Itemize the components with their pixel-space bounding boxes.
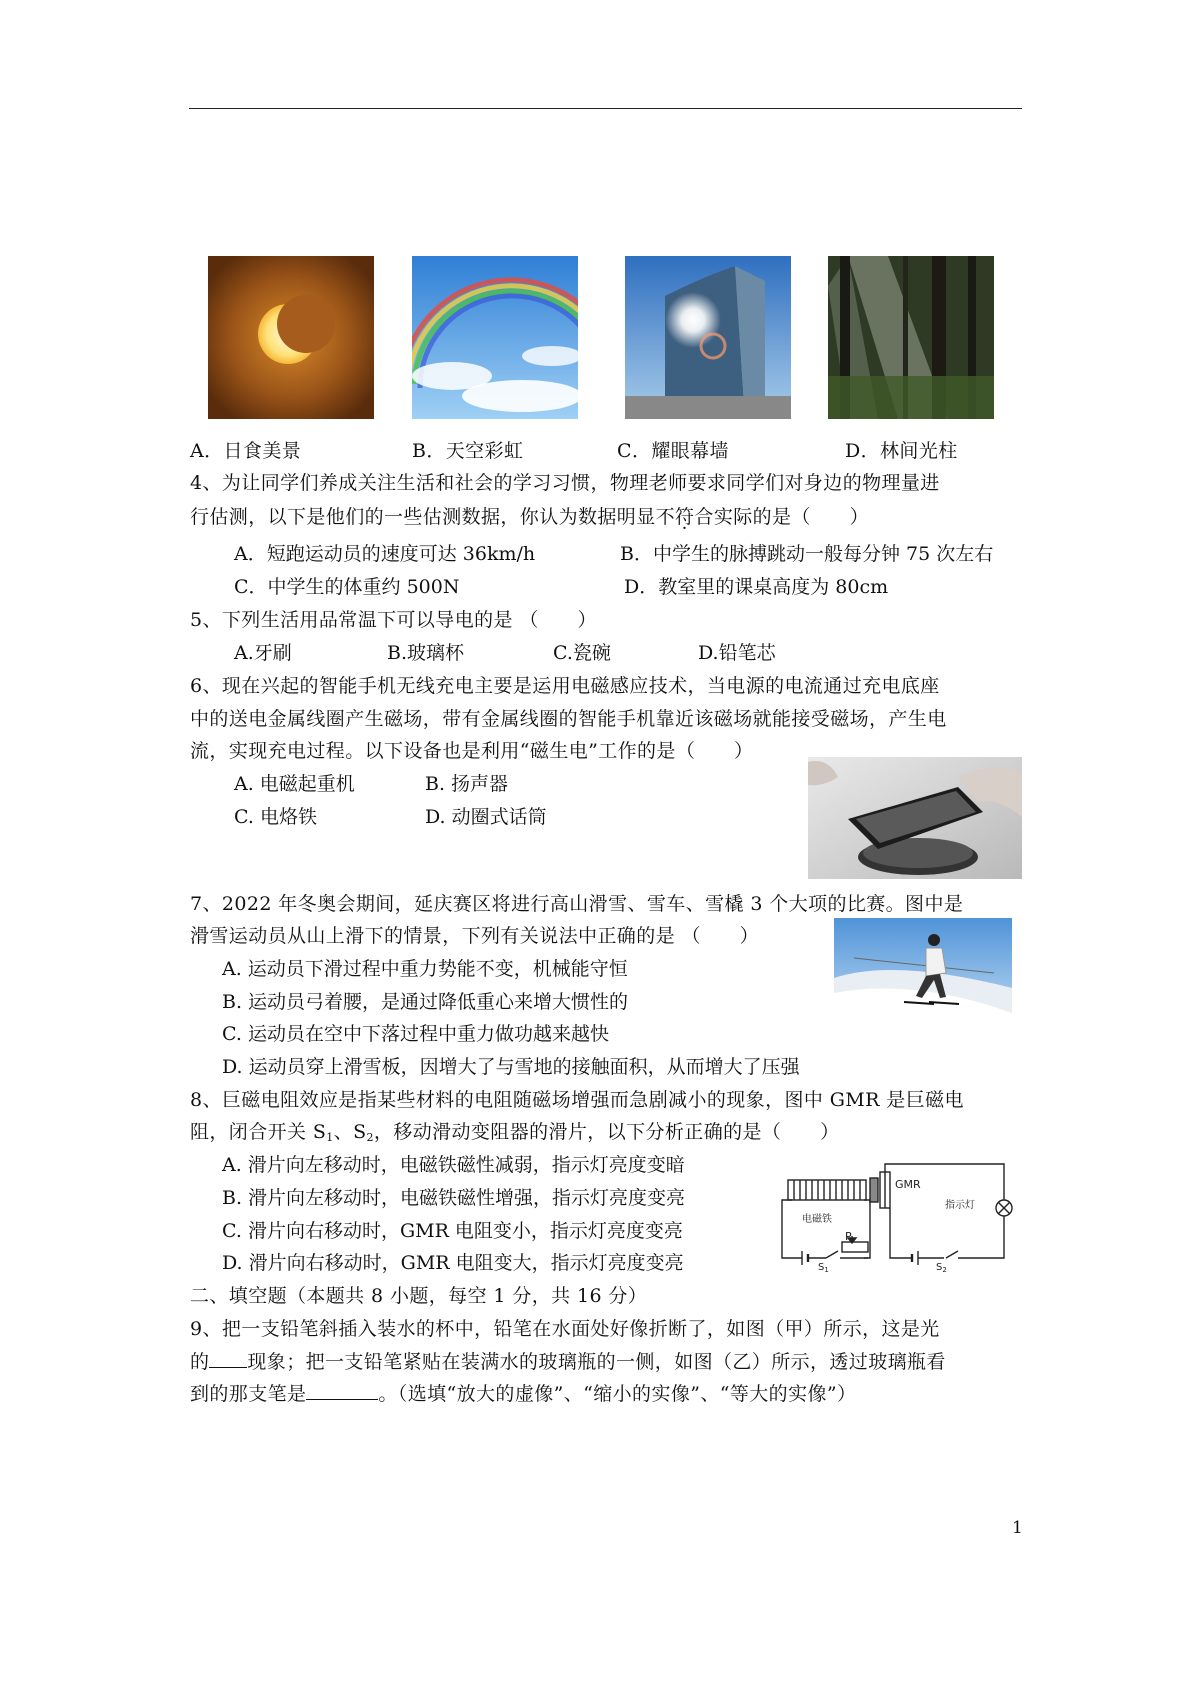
solar-eclipse-photo bbox=[208, 256, 374, 419]
q8-option-a: A. 滑片向左移动时，电磁铁磁性减弱，指示灯亮度变暗 bbox=[222, 1154, 685, 1176]
answer-blank-2[interactable] bbox=[306, 1381, 378, 1400]
photo-caption-a: A．日食美景 bbox=[190, 440, 302, 462]
q8-option-d: D. 滑片向右移动时，GMR 电阻变大，指示灯亮度变亮 bbox=[222, 1252, 684, 1274]
q4-option-b: B．中学生的脉搏跳动一般每分钟 75 次左右 bbox=[620, 543, 994, 565]
lamp-label: 指示灯 bbox=[945, 1200, 975, 1211]
photo-caption-d: D．林间光柱 bbox=[845, 440, 958, 462]
q4-option-c: C．中学生的体重约 500N bbox=[234, 576, 460, 598]
q4-option-a: A．短跑运动员的速度可达 36km/h bbox=[234, 543, 536, 565]
q4-option-d: D．教室里的课桌高度为 80cm bbox=[624, 576, 889, 598]
q4-stem-line2: 行估测，以下是他们的一些估测数据，你认为数据明显不符合实际的是（ ） bbox=[190, 506, 870, 528]
emphasis-dotted-text: 不符合 bbox=[655, 506, 714, 528]
q9-stem-line1: 9、把一支铅笔斜插入装水的杯中，铅笔在水面处好像折断了，如图（甲）所示，这是光 bbox=[190, 1318, 940, 1340]
gmr-circuit-diagram bbox=[778, 1158, 1014, 1272]
q5-stem: 5、下列生活用品常温下可以导电的是 （ ） bbox=[190, 609, 597, 631]
q9-stem-line2: 的 现象；把一支铅笔紧贴在装满水的玻璃瓶的一侧，如图（乙）所示，透过玻璃瓶看 bbox=[190, 1351, 946, 1373]
switch-s1-label: $S_1$ bbox=[818, 1262, 829, 1272]
q5-option-a: A.牙刷 bbox=[234, 642, 292, 664]
photo-caption-b: B．天空彩虹 bbox=[412, 440, 524, 462]
q6-option-d: D. 动圈式话筒 bbox=[425, 806, 547, 828]
photo-caption-c: C．耀眼幕墙 bbox=[617, 440, 729, 462]
q6-stem-line3: 流，实现充电过程。以下设备也是利用“磁生电”工作的是（ ） bbox=[190, 740, 754, 762]
q7-stem-line2: 滑雪运动员从山上滑下的情景，下列有关说法中正确的是 （ ） bbox=[190, 925, 760, 947]
q6-option-a: A. 电磁起重机 bbox=[234, 773, 355, 795]
skier-photo bbox=[834, 918, 1012, 1038]
q8-option-b: B. 滑片向左移动时，电磁铁磁性增强，指示灯亮度变亮 bbox=[222, 1187, 686, 1209]
q5-option-d: D.铅笔芯 bbox=[698, 642, 776, 664]
glass-curtain-wall-photo bbox=[625, 256, 791, 419]
q8-stem-line2: 阻，闭合开关 $S_1$、$S_2$，移动滑动变阻器的滑片，以下分析正确的是（ ） bbox=[190, 1121, 840, 1144]
electromagnet-label: 电磁铁 bbox=[802, 1214, 832, 1225]
answer-blank-1[interactable] bbox=[209, 1349, 247, 1368]
header-rule bbox=[189, 108, 1022, 109]
q7-stem-line1: 7、2022 年冬奥会期间，延庆赛区将进行高山滑雪、雪车、雪橇 3 个大项的比赛。图中是 bbox=[190, 893, 964, 915]
wireless-charging-phone-photo bbox=[808, 757, 1022, 879]
forest-light-beams-photo bbox=[828, 256, 994, 419]
switch-s2-label: $S_2$ bbox=[936, 1262, 947, 1272]
q8-option-c: C. 滑片向右移动时，GMR 电阻变小，指示灯亮度变亮 bbox=[222, 1220, 683, 1242]
rainbow-sky-photo bbox=[412, 256, 578, 419]
q7-option-d: D. 运动员穿上滑雪板，因增大了与雪地的接触面积，从而增大了压强 bbox=[222, 1056, 800, 1078]
slider-label: P bbox=[845, 1230, 852, 1243]
section-2-heading: 二、填空题（本题共 8 小题，每空 1 分，共 16 分） bbox=[190, 1285, 648, 1307]
q6-option-c: C. 电烙铁 bbox=[234, 806, 317, 828]
q8-stem-line1: 8、巨磁电阻效应是指某些材料的电阻随磁场增强而急剧减小的现象，图中 GMR 是巨磁电 bbox=[190, 1089, 964, 1111]
q4-stem-line1: 4、为让同学们养成关注生活和社会的学习习惯，物理老师要求同学们对身边的物理量进 bbox=[190, 472, 940, 494]
q6-stem-line2: 中的送电金属线圈产生磁场，带有金属线圈的智能手机靠近该磁场就能接受磁场，产生电 bbox=[190, 708, 947, 730]
q7-option-b: B. 运动员弓着腰，是通过降低重心来增大惯性的 bbox=[222, 991, 629, 1013]
q5-option-c: C.瓷碗 bbox=[553, 642, 611, 664]
page-number: 1 bbox=[1012, 1518, 1023, 1538]
q6-stem-line1: 6、现在兴起的智能手机无线充电主要是运用电磁感应技术，当电源的电流通过充电底座 bbox=[190, 675, 940, 697]
gmr-label: GMR bbox=[895, 1178, 921, 1191]
q6-option-b: B. 扬声器 bbox=[425, 773, 509, 795]
q7-option-c: C. 运动员在空中下落过程中重力做功越来越快 bbox=[222, 1023, 609, 1045]
q9-stem-line3: 到的那支笔是 。（选填“放大的虚像”、“缩小的实像”、“等大的实像”） bbox=[190, 1383, 857, 1405]
q7-option-a: A. 运动员下滑过程中重力势能不变，机械能守恒 bbox=[222, 958, 628, 980]
q5-option-b: B.玻璃杯 bbox=[387, 642, 465, 664]
